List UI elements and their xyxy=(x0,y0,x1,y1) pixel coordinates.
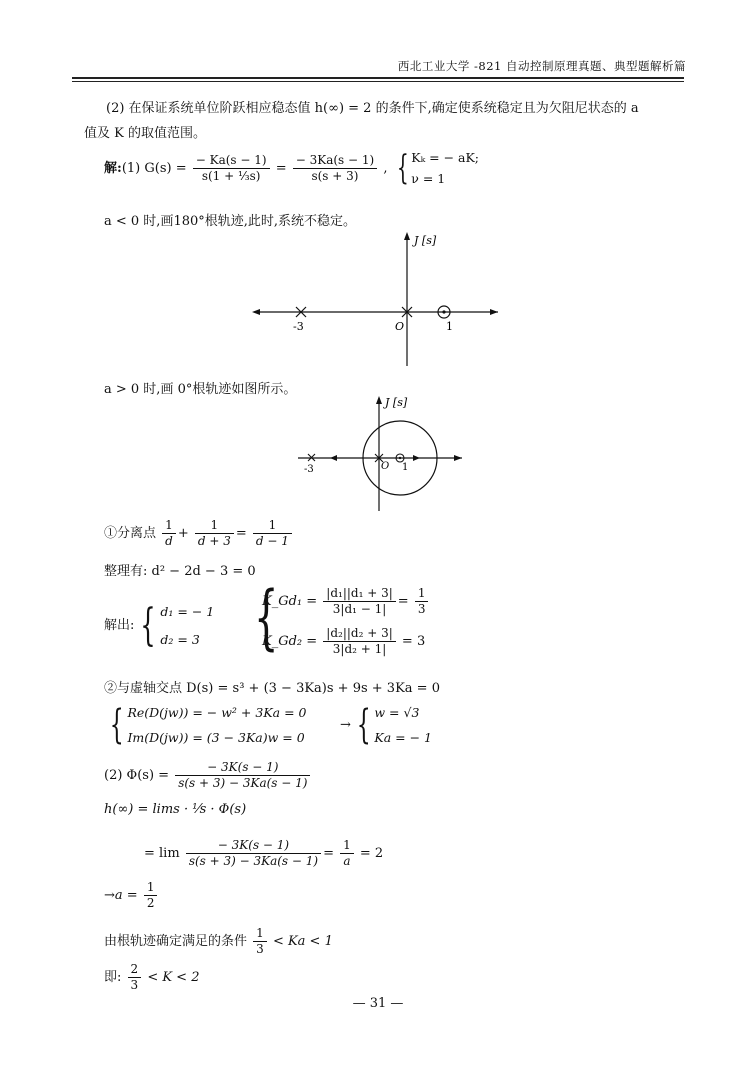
header-rule-thick xyxy=(72,77,684,79)
a-result: →a = $\frac{1}{2}$ xyxy=(104,880,159,911)
real-axis-arrow-left xyxy=(252,309,260,315)
solution-gs-equation: 解:(1) G(s) = $\frac{- Ka(s - 1)}{\text{s(1 + ⅓s)}}$ = $\frac{- 3Ka(s - 1)}{s(s + 3)}$ , { Kₖ = − aK; ν = 1 xyxy=(104,148,480,189)
page-number: — 31 — xyxy=(352,996,404,1011)
gs-fraction-2: $\frac{- 3Ka(s - 1)}{s(s + 3)}$ xyxy=(293,153,377,184)
zero-marker-dot xyxy=(399,457,401,459)
root-locus-figure-0 xyxy=(290,393,470,513)
question-line-1: (2) 在保证系统单位阶跃相应稳态值 h(∞) = 2 的条件下,确定使系统稳定且为欠阻尼状态的 a xyxy=(106,101,639,116)
real-axis-arrow-right xyxy=(490,309,498,315)
origin-label: O xyxy=(381,461,390,472)
zero-marker-dot xyxy=(442,310,445,313)
final-k-range: 即: $\frac{2}{3}$ < K < 2 xyxy=(104,962,200,992)
limit-evaluation: = lim $\frac{- 3K(s - 1)}{s(s + 3) - 3Ka(s - 1)}$ = $\frac{1}{a}$ = 2 xyxy=(144,838,384,868)
root-locus-condition: 由根轨迹确定满足的条件 $\frac{1}{3}$ < Ka < 1 xyxy=(104,926,333,956)
question-line-2: 值及 K 的取值范围。 xyxy=(84,126,206,141)
imaginary-axis-arrow xyxy=(404,232,410,240)
root-locus-figure-180 xyxy=(250,228,510,370)
imag-axis-crossing-label: ②与虚轴交点 D(s) = s³ + (3 − 3Ka)s + 9s + 3Ka = 0 xyxy=(104,681,440,696)
simplified-equation: 整理有: d² − 2d − 3 = 0 xyxy=(104,564,256,579)
imag-axis-label: J [s] xyxy=(385,396,408,409)
zero-label: 1 xyxy=(446,320,453,333)
negative-a-text: a < 0 时,画180°根轨迹,此时,系统不稳定。 xyxy=(104,214,357,229)
part1-prefix: (1) G(s) = xyxy=(121,160,187,176)
imag-axis-label: J [s] xyxy=(414,234,437,247)
real-axis-arrow-right xyxy=(454,455,462,461)
solution-label: 解: xyxy=(104,160,122,176)
pole-label: -3 xyxy=(304,464,314,475)
closed-loop-tf: (2) Φ(s) = $\frac{- 3K(s - 1)}{s(s + 3) - 3Ka(s - 1)}$ xyxy=(104,760,312,791)
gs-fraction-1: $\frac{- Ka(s - 1)}{\text{s(1 + ⅓s)}}$ xyxy=(193,153,270,184)
final-value-line: h(∞) = lims · ⅟s · Φ(s) xyxy=(104,802,247,817)
imaginary-axis-arrow xyxy=(376,396,382,404)
crossing-solution: → { w = √3 Ka = − 1 xyxy=(340,702,432,748)
locus-arrow-right xyxy=(413,455,420,461)
breakaway-label: ①分离点 xyxy=(104,526,157,541)
header-rule-thin xyxy=(72,81,684,82)
pole-label: -3 xyxy=(293,320,304,333)
locus-arrow-left xyxy=(330,455,337,461)
gain-system: Kₖ = − aK; ν = 1 xyxy=(411,150,480,187)
origin-label: O xyxy=(395,320,405,333)
running-header: 西北工业大学 -821 自动控制原理真题、典型题解析篇 xyxy=(397,59,686,73)
re-im-system: { Re(D(jw)) = − w² + 3Ka = 0 Im(D(jw)) = (3 − 3Ka)w = 0 xyxy=(109,702,307,748)
roots-solution: 解出: { d₁ = − 1 d₂ = 3 xyxy=(104,599,215,651)
breakaway-equation: ①分离点 $\frac{1}{d}$ + $\frac{1}{d + 3}$ = $\frac{1}{d - 1}$ xyxy=(104,518,294,549)
positive-a-text: a > 0 时,画 0°根轨迹如图所示。 xyxy=(104,382,297,397)
zero-label: 1 xyxy=(402,462,409,473)
